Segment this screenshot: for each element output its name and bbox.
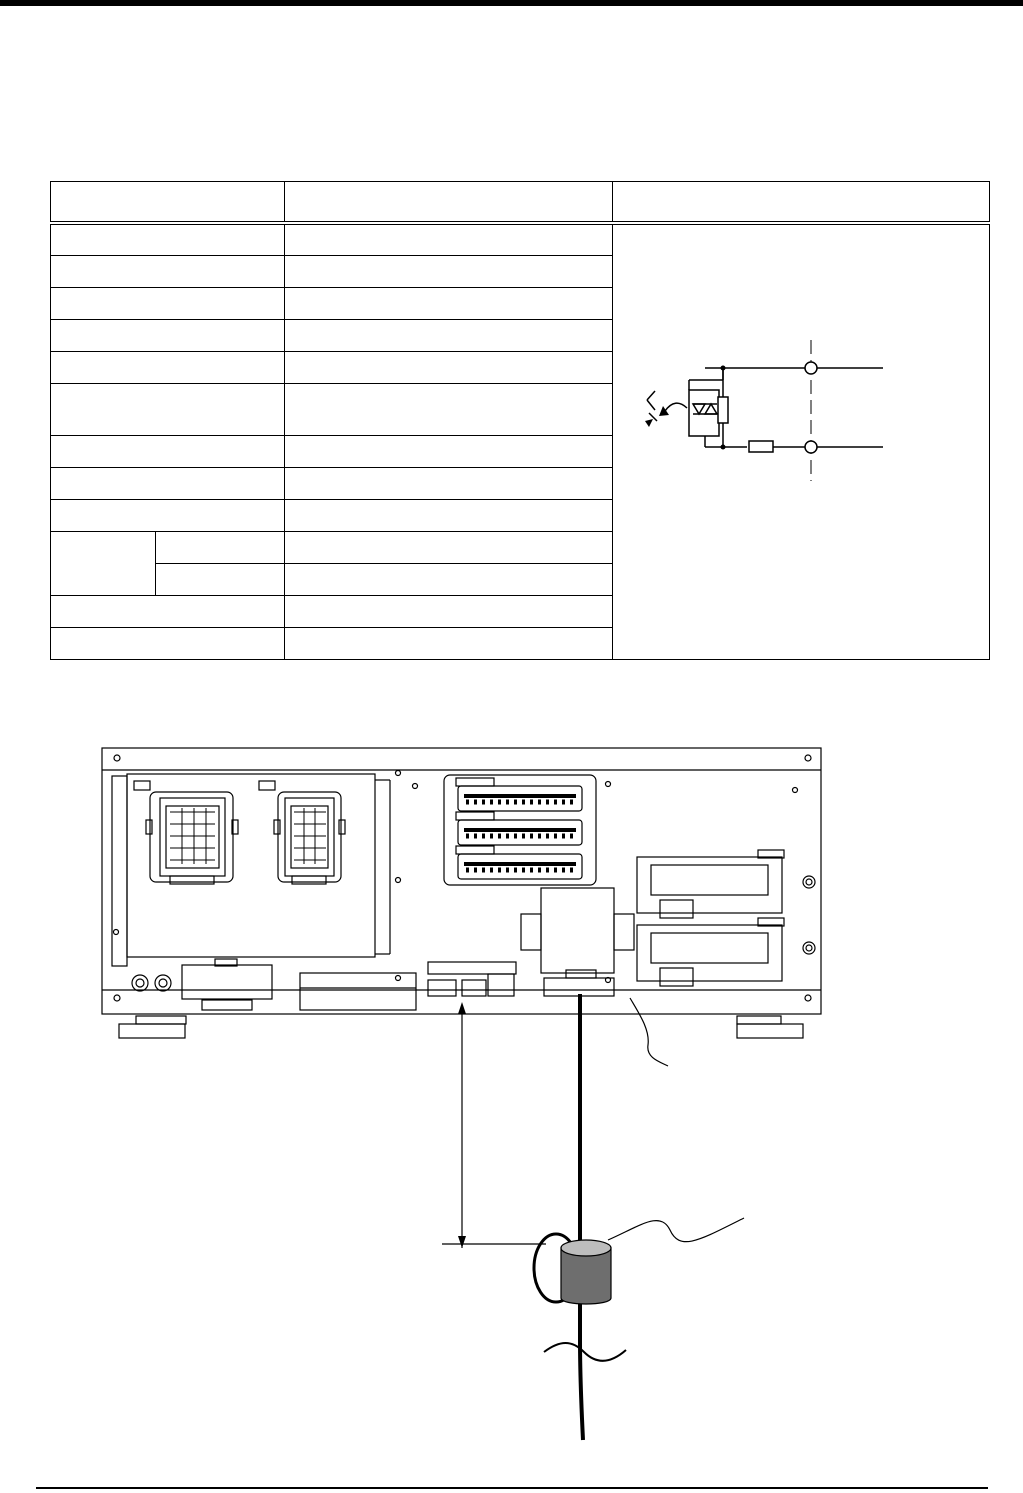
spec-header-circuit xyxy=(613,182,990,224)
spec-header-item xyxy=(51,182,285,224)
spec-value-cell xyxy=(285,436,613,468)
spec-value-cell xyxy=(285,352,613,384)
spec-value-cell xyxy=(285,256,613,288)
spec-item-cell xyxy=(51,436,285,468)
spec-value-cell xyxy=(285,628,613,660)
spec-item-cell xyxy=(51,352,285,384)
internal-circuit-diagram xyxy=(613,225,989,659)
spec-item-cell xyxy=(51,256,285,288)
footer-rule xyxy=(36,1487,988,1489)
spec-value-cell xyxy=(285,223,613,256)
spec-item-cell xyxy=(51,596,285,628)
spec-item-cell xyxy=(51,288,285,320)
spec-value-cell xyxy=(285,532,613,564)
spec-subitem-cell xyxy=(156,532,285,564)
spec-item-cell xyxy=(51,223,285,256)
spec-header-value xyxy=(285,182,613,224)
spec-item-cell xyxy=(51,468,285,500)
spec-value-cell xyxy=(285,320,613,352)
spec-item-cell xyxy=(51,320,285,352)
spec-value-cell xyxy=(285,596,613,628)
internal-circuit-cell xyxy=(613,223,990,660)
spec-item-cell xyxy=(51,628,285,660)
spec-value-cell xyxy=(285,500,613,532)
header-rule xyxy=(0,0,1023,6)
controller-rear-panel-diagram xyxy=(0,740,1023,1460)
spec-group-cell xyxy=(51,532,156,596)
spec-table xyxy=(50,181,990,660)
spec-value-cell xyxy=(285,384,613,436)
spec-value-cell xyxy=(285,564,613,596)
spec-value-cell xyxy=(285,288,613,320)
spec-subitem-cell xyxy=(156,564,285,596)
spec-value-cell xyxy=(285,468,613,500)
spec-item-cell xyxy=(51,500,285,532)
spec-item-cell xyxy=(51,384,285,436)
